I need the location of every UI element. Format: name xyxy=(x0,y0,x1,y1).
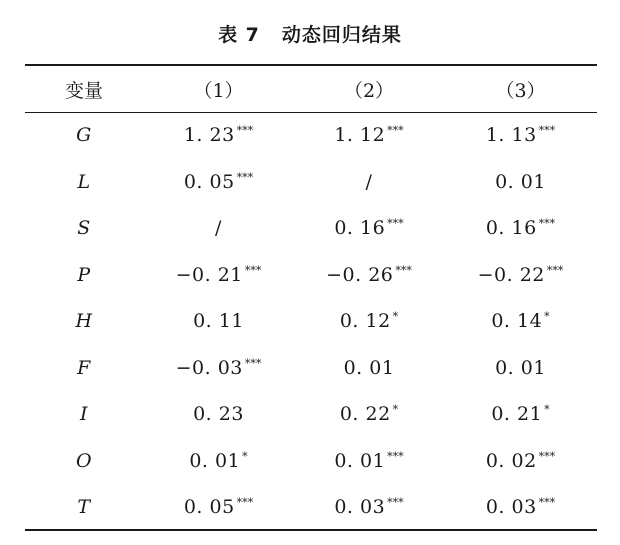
coefficient-value: 1. 12 xyxy=(334,124,386,147)
significance-stars: *** xyxy=(538,217,556,231)
significance-stars: *** xyxy=(538,449,556,463)
coefficient-value: 0. 14 xyxy=(491,310,543,333)
significance-stars: *** xyxy=(387,217,404,231)
coefficient-cell xyxy=(143,391,294,438)
coefficient-value: 0. 01 xyxy=(495,356,546,379)
coefficient-value: 0. 16 xyxy=(485,217,537,240)
header-model-1: （1） xyxy=(193,79,244,102)
header-model-3: （3） xyxy=(495,79,546,102)
table-body xyxy=(25,112,597,531)
table-row xyxy=(25,112,597,159)
coefficient-value: −0. 03 xyxy=(175,356,243,379)
coefficient-cell xyxy=(444,112,597,159)
coefficient-value: 0. 16 xyxy=(334,217,386,240)
coefficient-value: 0. 12 xyxy=(339,310,391,333)
coefficient-value: 0. 03 xyxy=(485,496,537,519)
coefficient-cell xyxy=(444,252,597,299)
significance-stars: * xyxy=(544,310,550,324)
coefficient-value: 0. 23 xyxy=(193,403,244,426)
table-number: 表 7 xyxy=(218,24,260,46)
coefficient-cell xyxy=(444,484,597,531)
coefficient-cell xyxy=(294,438,444,485)
significance-stars: *** xyxy=(236,124,254,138)
coefficient-value: 0. 11 xyxy=(193,310,244,333)
coefficient-cell xyxy=(294,112,444,159)
variable-name: L xyxy=(77,170,91,193)
header-variable: 变量 xyxy=(64,79,103,102)
coefficient-cell xyxy=(294,391,444,438)
coefficient-value: −0. 26 xyxy=(326,263,394,286)
variable-name: H xyxy=(75,310,93,333)
variable-name: O xyxy=(75,449,93,472)
header-model-2: （2） xyxy=(343,79,395,102)
coefficient-value: 0. 05 xyxy=(183,496,235,519)
table-row xyxy=(25,159,597,206)
coefficient-value: / xyxy=(365,170,373,193)
coefficient-value: −0. 21 xyxy=(175,263,243,286)
coefficient-cell xyxy=(143,438,294,485)
table-caption xyxy=(0,20,620,47)
significance-stars: *** xyxy=(387,124,404,138)
significance-stars: * xyxy=(544,403,550,417)
table-row xyxy=(25,438,597,485)
coefficient-cell xyxy=(294,159,444,206)
significance-stars: *** xyxy=(387,449,404,463)
variable-name: F xyxy=(77,356,91,379)
significance-stars: *** xyxy=(387,496,404,510)
table-row xyxy=(25,298,597,345)
significance-stars: *** xyxy=(244,356,262,370)
significance-stars: * xyxy=(242,449,248,463)
coefficient-cell xyxy=(294,345,444,392)
table-row xyxy=(25,252,597,299)
significance-stars: *** xyxy=(236,496,254,510)
variable-name: I xyxy=(79,403,88,426)
coefficient-value: −0. 22 xyxy=(477,263,545,286)
table-title: 动态回归结果 xyxy=(281,24,402,46)
significance-stars: *** xyxy=(236,170,254,184)
coefficient-cell xyxy=(444,391,597,438)
significance-stars: *** xyxy=(395,263,412,277)
significance-stars: *** xyxy=(244,263,262,277)
regression-table xyxy=(25,66,597,531)
variable-name: S xyxy=(77,217,91,240)
coefficient-cell xyxy=(444,345,597,392)
significance-stars: *** xyxy=(538,496,556,510)
coefficient-value: / xyxy=(215,217,222,240)
table-row xyxy=(25,484,597,531)
header-row xyxy=(25,66,597,112)
coefficient-cell xyxy=(444,159,597,206)
coefficient-value: 0. 21 xyxy=(491,403,543,426)
coefficient-cell xyxy=(444,438,597,485)
coefficient-value: 0. 01 xyxy=(343,356,395,379)
coefficient-value: 1. 23 xyxy=(183,124,235,147)
coefficient-value: 0. 01 xyxy=(189,449,241,472)
coefficient-value: 1. 13 xyxy=(485,124,537,147)
variable-name: T xyxy=(77,496,91,519)
coefficient-cell xyxy=(444,205,597,252)
coefficient-cell xyxy=(143,252,294,299)
coefficient-value: 0. 01 xyxy=(495,170,546,193)
coefficient-cell xyxy=(143,298,294,345)
significance-stars: *** xyxy=(538,124,556,138)
coefficient-value: 0. 03 xyxy=(334,496,386,519)
coefficient-cell xyxy=(294,205,444,252)
coefficient-value: 0. 01 xyxy=(334,449,386,472)
coefficient-value: 0. 02 xyxy=(485,449,537,472)
coefficient-cell xyxy=(143,159,294,206)
coefficient-cell xyxy=(294,252,444,299)
table-row xyxy=(25,205,597,252)
coefficient-cell xyxy=(143,112,294,159)
coefficient-cell xyxy=(294,298,444,345)
coefficient-value: 0. 05 xyxy=(183,170,235,193)
coefficient-cell xyxy=(143,484,294,531)
coefficient-cell xyxy=(143,345,294,392)
significance-stars: * xyxy=(392,310,399,324)
coefficient-cell xyxy=(444,298,597,345)
coefficient-value: 0. 22 xyxy=(339,403,391,426)
coefficient-cell xyxy=(294,484,444,531)
table-row xyxy=(25,391,597,438)
coefficient-cell xyxy=(143,205,294,252)
variable-name: P xyxy=(77,263,91,286)
variable-name: G xyxy=(76,124,92,147)
significance-stars: * xyxy=(392,403,399,417)
table-row xyxy=(25,345,597,392)
significance-stars: *** xyxy=(546,263,564,277)
